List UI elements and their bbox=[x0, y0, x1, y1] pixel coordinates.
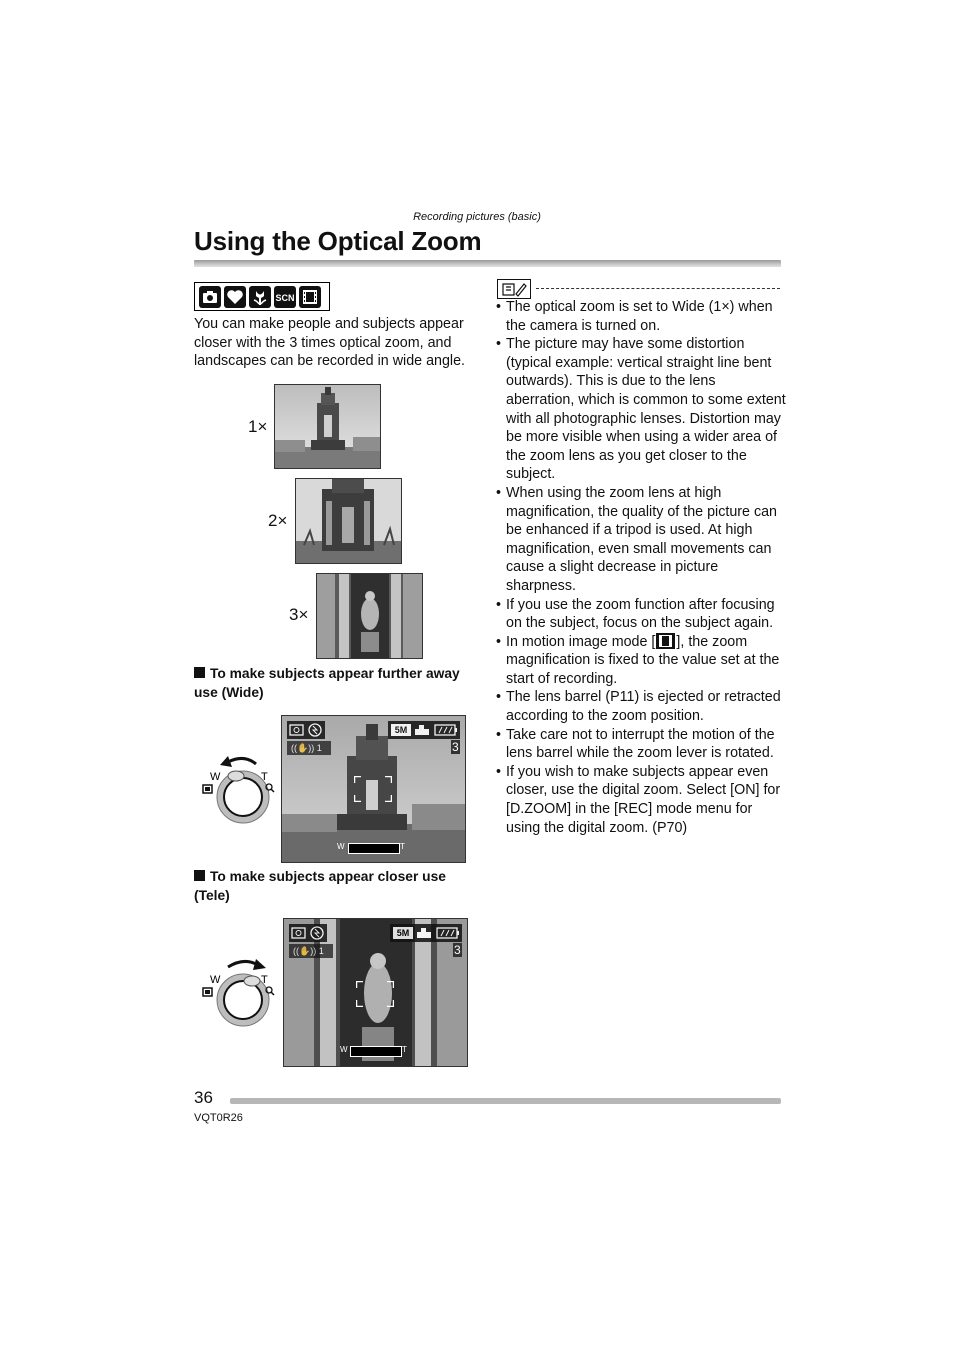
page-title: Using the Optical Zoom bbox=[194, 226, 482, 256]
lcd-screen-wide bbox=[281, 715, 466, 863]
zoom-label-1x: 1× bbox=[248, 417, 268, 436]
camera-icon bbox=[198, 285, 221, 308]
osd-status-box bbox=[390, 924, 462, 942]
title-underline bbox=[194, 260, 781, 267]
photo-zoom-2x bbox=[295, 478, 402, 564]
zoom-lever-wide bbox=[200, 752, 282, 826]
osd-mode-box bbox=[289, 924, 327, 942]
film-icon bbox=[298, 285, 321, 308]
list-item: • The lens barrel (P11) is ejected or retracted according to the zoom position. bbox=[496, 688, 786, 725]
svg-text:SCN: SCN bbox=[274, 292, 295, 303]
osd-picture-size: 5M bbox=[391, 724, 411, 736]
zoom-bar-w-label: W bbox=[337, 842, 345, 851]
photo-zoom-3x bbox=[316, 573, 423, 659]
zoom-label-2x: 2× bbox=[268, 511, 288, 530]
osd-picture-size: 5M bbox=[393, 927, 413, 939]
scn-icon bbox=[273, 285, 296, 308]
zoom-label-3x: 3× bbox=[289, 605, 309, 624]
flower-icon bbox=[248, 285, 271, 308]
osd-mode-box bbox=[287, 721, 325, 739]
list-item: • The picture may have some distortion (typical example: vertical straight line bent outwards). This is due to the lens aberration, which is common to some extent with all photographic lenses. Distortion may be more visible when using a wider area of the zoom lens as you get closer to the subject. bbox=[496, 335, 786, 484]
footer-bar bbox=[230, 1098, 781, 1104]
wide-heading: To make subjects appear further away use (Wide) bbox=[194, 666, 460, 700]
mode-icons bbox=[194, 282, 330, 311]
square-bullet-icon bbox=[194, 870, 205, 881]
list-item: • When using the zoom lens at high magnification, the quality of the picture can be enhanced if a tripod is used. At high magnification, even small movements can cause a slight decrease in picture sharpness. bbox=[496, 484, 786, 596]
intro-text: You can make people and subjects appear closer with the 3 times optical zoom, and landscapes can be recorded in wide angle. bbox=[194, 316, 466, 369]
note-icon bbox=[497, 279, 531, 299]
notes-list bbox=[496, 298, 786, 837]
svg-text:W: W bbox=[210, 974, 221, 986]
zoom-bar bbox=[350, 1046, 402, 1057]
focus-frame bbox=[356, 981, 394, 1007]
svg-text:T: T bbox=[261, 974, 268, 986]
list-item: • If you use the zoom function after focusing on the subject, focus on the subject again. bbox=[496, 596, 786, 633]
svg-text:T: T bbox=[261, 771, 268, 783]
lcd-screen-tele bbox=[283, 918, 468, 1067]
heart-icon bbox=[223, 285, 246, 308]
motion-picture-icon bbox=[656, 633, 675, 649]
svg-text:W: W bbox=[210, 771, 221, 783]
list-item: • The optical zoom is set to Wide (1×) when the camera is turned on. bbox=[496, 298, 786, 335]
photo-zoom-1x bbox=[274, 384, 381, 469]
zoom-bar-w-label: W bbox=[340, 1045, 348, 1054]
tele-heading: To make subjects appear closer use (Tele) bbox=[194, 869, 446, 903]
osd-status-box bbox=[388, 721, 460, 739]
list-item: • In motion image mode [ ], the zoom magnification is fixed to the value set at the start of recording. bbox=[496, 633, 786, 689]
osd-remaining-count: 3 bbox=[452, 740, 459, 754]
zoom-bar bbox=[348, 843, 400, 854]
zoom-bar-t-label: T bbox=[402, 1045, 407, 1054]
list-item: • If you wish to make subjects appear even closer, use the digital zoom. Select [ON] for [D.ZOOM] in the [REC] mode menu for using the digital zoom. (P70) bbox=[496, 763, 786, 837]
focus-frame bbox=[354, 776, 392, 802]
section-label: Recording pictures (basic) bbox=[413, 211, 541, 223]
note-divider bbox=[536, 288, 780, 289]
model-code: VQT0R26 bbox=[194, 1112, 243, 1124]
square-bullet-icon bbox=[194, 667, 205, 678]
osd-stabilizer: ((✋)) 1 bbox=[287, 741, 331, 755]
zoom-lever-tele bbox=[200, 955, 282, 1029]
osd-remaining-count: 3 bbox=[454, 943, 461, 957]
page-number: 36 bbox=[194, 1088, 213, 1107]
list-item: • Take care not to interrupt the motion of the lens barrel while the zoom lever is rotated. bbox=[496, 726, 786, 763]
zoom-bar-t-label: T bbox=[400, 842, 405, 851]
osd-stabilizer: ((✋)) 1 bbox=[289, 944, 333, 958]
